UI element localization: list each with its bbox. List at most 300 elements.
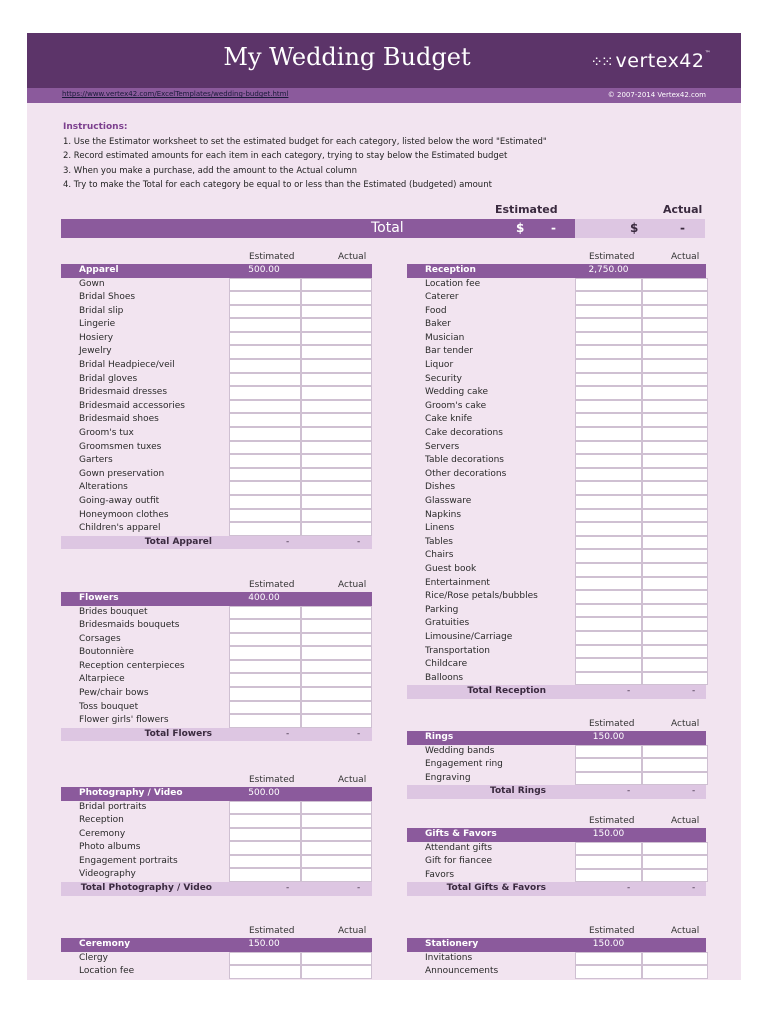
line-item-label: Toss bouquet <box>79 701 139 712</box>
copyright-text: © 2007-2014 Vertex42.com <box>607 91 706 99</box>
actual-amount-cell[interactable] <box>642 359 708 373</box>
actual-amount-cell[interactable] <box>642 758 708 772</box>
actual-amount-cell[interactable] <box>301 660 372 674</box>
line-item-label: Security <box>425 373 462 384</box>
estimated-amount-cell[interactable] <box>575 645 642 659</box>
actual-amount-cell[interactable] <box>642 318 708 332</box>
estimated-amount-cell[interactable] <box>229 318 301 332</box>
category-header <box>407 828 706 842</box>
estimated-amount-cell[interactable] <box>229 386 301 400</box>
line-item-label: Pew/chair bows <box>79 688 149 699</box>
actual-amount-cell[interactable] <box>301 441 372 455</box>
estimated-column-header: Estimated <box>249 775 295 785</box>
actual-amount-cell[interactable] <box>301 814 372 828</box>
category-total-row <box>61 536 372 550</box>
actual-amount-cell[interactable] <box>301 687 372 701</box>
line-item-label: Rice/Rose petals/bubbles <box>425 591 538 602</box>
category-total-row <box>61 728 372 742</box>
actual-amount-cell[interactable] <box>642 495 708 509</box>
estimated-amount-cell[interactable] <box>575 400 642 414</box>
line-item-label: Limousine/Carriage <box>425 631 513 642</box>
actual-column-header: Actual <box>671 719 700 729</box>
line-item-label: Table decorations <box>425 455 504 466</box>
actual-amount-cell[interactable] <box>301 606 372 620</box>
estimated-amount-cell[interactable] <box>229 687 301 701</box>
line-item-row <box>61 868 372 882</box>
category-total-estimated: - <box>627 883 631 894</box>
actual-amount-cell[interactable] <box>642 345 708 359</box>
instruction-line: 1. Use the Estimator worksheet to set the estimated budget for each category, listed below the word "Estimated" <box>63 136 547 147</box>
actual-amount-cell[interactable] <box>642 332 708 346</box>
category-total-actual: - <box>692 883 696 894</box>
actual-amount-cell[interactable] <box>301 427 372 441</box>
estimated-amount-cell[interactable] <box>575 332 642 346</box>
line-item-label: Videography <box>79 869 136 880</box>
line-item-label: Gown preservation <box>79 468 165 479</box>
category-estimated-budget[interactable]: 400.00 <box>248 593 280 603</box>
line-item-label: Groom's tux <box>79 428 134 439</box>
line-item-label: Entertainment <box>425 577 490 588</box>
estimated-amount-cell[interactable] <box>575 869 642 883</box>
estimated-amount-cell[interactable] <box>229 441 301 455</box>
estimated-amount-cell[interactable] <box>575 495 642 509</box>
line-item-label: Garters <box>79 455 113 466</box>
estimated-amount-cell[interactable] <box>575 772 642 786</box>
estimated-column-header: Estimated <box>249 926 295 936</box>
actual-amount-cell[interactable] <box>301 509 372 523</box>
actual-amount-cell[interactable] <box>642 468 708 482</box>
line-item-label: Other decorations <box>425 468 507 479</box>
category-estimated-budget[interactable]: 500.00 <box>248 265 280 275</box>
estimated-column-header: Estimated <box>589 252 635 262</box>
estimated-amount-cell[interactable] <box>575 291 642 305</box>
estimated-amount-cell[interactable] <box>229 841 301 855</box>
actual-amount-cell[interactable] <box>642 400 708 414</box>
estimated-amount-cell[interactable] <box>229 481 301 495</box>
line-item-row <box>407 563 706 577</box>
actual-amount-cell[interactable] <box>642 373 708 387</box>
actual-amount-cell[interactable] <box>301 633 372 647</box>
line-item-row <box>61 701 372 715</box>
category-total-estimated: - <box>627 686 631 697</box>
actual-column-header: Actual <box>338 252 367 262</box>
estimated-amount-cell[interactable] <box>229 427 301 441</box>
line-item-label: Bridesmaid accessories <box>79 400 185 411</box>
estimated-amount-cell[interactable] <box>229 673 301 687</box>
line-item-row <box>407 278 706 292</box>
vertex42-logo: ⁘⁙ vertex42™ <box>590 50 711 72</box>
estimated-amount-cell[interactable] <box>575 454 642 468</box>
category-estimated-budget[interactable]: 2,750.00 <box>588 265 629 275</box>
actual-column-header: Actual <box>671 816 700 826</box>
actual-amount-cell[interactable] <box>642 563 708 577</box>
line-item-row <box>407 345 706 359</box>
line-item-row <box>61 495 372 509</box>
line-item-row <box>61 332 372 346</box>
actual-amount-cell[interactable] <box>301 468 372 482</box>
estimated-amount-cell[interactable] <box>575 672 642 686</box>
actual-amount-cell[interactable] <box>301 855 372 869</box>
category-estimated-budget[interactable]: 150.00 <box>592 829 625 839</box>
line-item-row <box>407 413 706 427</box>
estimated-amount-cell[interactable] <box>575 413 642 427</box>
estimated-amount-cell[interactable] <box>575 631 642 645</box>
actual-amount-cell[interactable] <box>642 522 708 536</box>
estimated-amount-cell[interactable] <box>575 658 642 672</box>
category-estimated-budget[interactable]: 150.00 <box>592 732 625 742</box>
estimated-column-header: Estimated <box>249 252 295 262</box>
actual-amount-cell[interactable] <box>301 868 372 882</box>
actual-column-header: Actual <box>671 252 700 262</box>
instruction-line: 4. Try to make the Total for each category be equal to or less than the Estimated (budgeted) amount <box>63 180 492 190</box>
column-headers <box>407 815 706 828</box>
estimated-amount-cell[interactable] <box>229 633 301 647</box>
line-item-row <box>61 814 372 828</box>
actual-amount-cell[interactable] <box>642 772 708 786</box>
actual-amount-cell[interactable] <box>642 745 708 759</box>
instructions <box>63 120 547 193</box>
line-item-row <box>61 952 372 966</box>
section-gifts-favors <box>407 815 706 896</box>
estimated-amount-cell[interactable] <box>575 590 642 604</box>
estimated-amount-cell[interactable] <box>229 714 301 728</box>
line-item-label: Engraving <box>425 772 471 783</box>
actual-amount-cell[interactable] <box>301 673 372 687</box>
line-item-row <box>61 413 372 427</box>
actual-amount-cell[interactable] <box>301 318 372 332</box>
actual-amount-cell[interactable] <box>301 305 372 319</box>
estimated-amount-cell[interactable] <box>575 549 642 563</box>
estimated-amount-cell[interactable] <box>575 481 642 495</box>
line-item-label: Lingerie <box>79 319 116 330</box>
estimated-amount-cell[interactable] <box>575 522 642 536</box>
column-headers <box>407 251 706 264</box>
actual-amount-cell[interactable] <box>642 645 708 659</box>
actual-amount-cell[interactable] <box>642 386 708 400</box>
actual-amount-cell[interactable] <box>301 841 372 855</box>
actual-amount-cell[interactable] <box>642 481 708 495</box>
actual-amount-cell[interactable] <box>642 536 708 550</box>
line-item-label: Bar tender <box>425 346 473 357</box>
section-reception <box>407 251 706 699</box>
estimated-amount-cell[interactable] <box>229 660 301 674</box>
estimated-amount-cell[interactable] <box>229 646 301 660</box>
estimated-amount-cell[interactable] <box>575 536 642 550</box>
line-item-row <box>61 522 372 536</box>
actual-amount-cell[interactable] <box>642 305 708 319</box>
estimated-amount-cell[interactable] <box>229 400 301 414</box>
actual-amount-cell[interactable] <box>301 965 372 979</box>
category-total-actual: - <box>357 728 361 739</box>
line-item-label: Food <box>425 305 447 316</box>
line-item-row <box>407 745 706 759</box>
line-item-row <box>61 318 372 332</box>
line-item-label: Altarpiece <box>79 674 125 685</box>
actual-amount-cell[interactable] <box>642 413 708 427</box>
line-item-row <box>407 965 706 979</box>
grand-total-estimated: - <box>551 221 556 235</box>
line-item-label: Guest book <box>425 563 477 574</box>
actual-amount-cell[interactable] <box>642 549 708 563</box>
actual-amount-cell[interactable] <box>642 577 708 591</box>
line-item-label: Chairs <box>425 550 454 561</box>
line-item-row <box>407 658 706 672</box>
category-header <box>407 731 706 745</box>
estimated-amount-cell[interactable] <box>229 814 301 828</box>
category-name: Reception <box>425 265 476 275</box>
category-total-row <box>407 882 706 896</box>
estimated-column-header: Estimated <box>589 816 635 826</box>
estimated-amount-cell[interactable] <box>229 454 301 468</box>
actual-amount-cell[interactable] <box>301 386 372 400</box>
grand-total-actual: - <box>680 221 685 235</box>
line-item-label: Alterations <box>79 482 128 493</box>
line-item-label: Brides bouquet <box>79 606 148 617</box>
actual-amount-cell[interactable] <box>301 828 372 842</box>
line-item-row <box>61 400 372 414</box>
actual-amount-cell[interactable] <box>642 604 708 618</box>
category-estimated-budget[interactable]: 500.00 <box>248 788 280 798</box>
category-total-actual: - <box>357 883 361 894</box>
category-name: Photography / Video <box>79 788 183 798</box>
category-total-label: Total Rings <box>490 786 546 797</box>
line-item-row <box>61 359 372 373</box>
estimated-amount-cell[interactable] <box>575 305 642 319</box>
line-item-label: Bridal Headpiece/veil <box>79 360 175 371</box>
line-item-label: Bridal gloves <box>79 373 138 384</box>
estimated-amount-cell[interactable] <box>229 965 301 979</box>
estimated-amount-cell[interactable] <box>575 617 642 631</box>
line-item-label: Glassware <box>425 496 472 506</box>
actual-amount-cell[interactable] <box>301 481 372 495</box>
section-ceremony <box>61 925 372 979</box>
actual-amount-cell[interactable] <box>642 842 708 856</box>
line-item-row <box>407 305 706 319</box>
actual-amount-cell[interactable] <box>301 373 372 387</box>
line-item-label: Wedding bands <box>425 745 495 756</box>
actual-amount-cell[interactable] <box>301 522 372 536</box>
estimated-amount-cell[interactable] <box>229 359 301 373</box>
actual-column-header: Actual <box>338 580 367 590</box>
line-item-row <box>61 278 372 292</box>
estimated-amount-cell[interactable] <box>575 386 642 400</box>
actual-column-header: Actual <box>338 775 367 785</box>
estimated-amount-cell[interactable] <box>575 468 642 482</box>
line-item-row <box>61 305 372 319</box>
line-item-row <box>407 495 706 509</box>
actual-amount-cell[interactable] <box>642 590 708 604</box>
line-item-row <box>61 841 372 855</box>
line-item-row <box>61 633 372 647</box>
line-item-row <box>407 604 706 618</box>
line-item-row <box>61 468 372 482</box>
estimated-amount-cell[interactable] <box>229 952 301 966</box>
line-item-row <box>407 481 706 495</box>
estimated-amount-cell[interactable] <box>229 305 301 319</box>
estimated-amount-cell[interactable] <box>229 701 301 715</box>
line-item-row <box>407 291 706 305</box>
actual-amount-cell[interactable] <box>642 291 708 305</box>
category-name: Rings <box>425 732 454 742</box>
estimated-amount-cell[interactable] <box>229 606 301 620</box>
estimated-amount-cell[interactable] <box>229 619 301 633</box>
instruction-line: 2. Record estimated amounts for each item in each category, trying to stay below the Estimated budget <box>63 151 508 161</box>
actual-amount-cell[interactable] <box>642 658 708 672</box>
actual-amount-cell[interactable] <box>642 454 708 468</box>
actual-amount-cell[interactable] <box>301 332 372 346</box>
actual-amount-cell[interactable] <box>301 454 372 468</box>
actual-amount-cell[interactable] <box>642 869 708 883</box>
line-item-label: Ceremony <box>79 828 126 839</box>
estimated-amount-cell[interactable] <box>575 842 642 856</box>
line-item-label: Reception <box>79 815 124 826</box>
estimated-amount-cell[interactable] <box>575 745 642 759</box>
estimated-amount-cell[interactable] <box>229 291 301 305</box>
estimated-amount-cell[interactable] <box>575 604 642 618</box>
line-item-row <box>61 427 372 441</box>
estimated-amount-cell[interactable] <box>575 855 642 869</box>
section-rings <box>407 718 706 799</box>
line-item-row <box>407 577 706 591</box>
actual-amount-cell[interactable] <box>642 965 708 979</box>
actual-amount-cell[interactable] <box>301 701 372 715</box>
estimated-amount-cell[interactable] <box>229 332 301 346</box>
line-item-label: Transportation <box>425 645 490 656</box>
estimated-amount-cell[interactable] <box>229 509 301 523</box>
line-item-row <box>407 772 706 786</box>
template-url-link[interactable]: https://www.vertex42.com/ExcelTemplates/wedding-budget.html <box>62 90 289 98</box>
line-item-row <box>61 660 372 674</box>
line-item-label: Linens <box>425 523 455 534</box>
line-item-row <box>61 801 372 815</box>
line-item-label: Going-away outfit <box>79 496 160 506</box>
estimated-amount-cell[interactable] <box>575 965 642 979</box>
actual-amount-cell[interactable] <box>642 631 708 645</box>
summary-actual-label: Actual <box>663 203 703 216</box>
actual-amount-cell[interactable] <box>301 495 372 509</box>
estimated-amount-cell[interactable] <box>575 318 642 332</box>
actual-amount-cell[interactable] <box>301 345 372 359</box>
line-item-row <box>61 855 372 869</box>
actual-amount-cell[interactable] <box>301 714 372 728</box>
line-item-row <box>407 536 706 550</box>
actual-amount-cell[interactable] <box>301 278 372 292</box>
line-item-label: Balloons <box>425 672 464 683</box>
actual-amount-cell[interactable] <box>301 291 372 305</box>
estimated-amount-cell[interactable] <box>575 359 642 373</box>
category-total-label: Total Photography / Video <box>80 883 212 894</box>
line-item-label: Bridal slip <box>79 305 124 316</box>
actual-amount-cell[interactable] <box>642 427 708 441</box>
estimated-amount-cell[interactable] <box>229 801 301 815</box>
line-item-row <box>407 509 706 523</box>
actual-amount-cell[interactable] <box>642 617 708 631</box>
estimated-amount-cell[interactable] <box>229 868 301 882</box>
actual-amount-cell[interactable] <box>301 359 372 373</box>
actual-amount-cell[interactable] <box>301 619 372 633</box>
line-item-row <box>407 454 706 468</box>
category-name: Flowers <box>79 593 119 603</box>
currency-symbol: $ <box>630 221 639 235</box>
estimated-amount-cell[interactable] <box>229 345 301 359</box>
logo-mark-icon: ⁘⁙ <box>590 53 612 71</box>
line-item-row <box>407 373 706 387</box>
actual-amount-cell[interactable] <box>301 413 372 427</box>
line-item-row <box>61 714 372 728</box>
line-item-label: Engagement ring <box>425 759 503 770</box>
estimated-amount-cell[interactable] <box>575 427 642 441</box>
estimated-amount-cell[interactable] <box>229 278 301 292</box>
category-total-label: Total Flowers <box>144 728 212 739</box>
actual-amount-cell[interactable] <box>642 278 708 292</box>
column-headers <box>407 718 706 731</box>
category-name: Ceremony <box>79 939 131 949</box>
instruction-line: 3. When you make a purchase, add the amount to the Actual column <box>63 165 357 176</box>
estimated-amount-cell[interactable] <box>575 577 642 591</box>
estimated-amount-cell[interactable] <box>575 373 642 387</box>
line-item-label: Wedding cake <box>425 387 489 398</box>
grand-total-label: Total <box>371 220 404 236</box>
line-item-row <box>61 619 372 633</box>
grand-total-bar <box>61 219 575 238</box>
estimated-amount-cell[interactable] <box>575 563 642 577</box>
line-item-row <box>407 427 706 441</box>
actual-amount-cell[interactable] <box>301 801 372 815</box>
actual-amount-cell[interactable] <box>642 441 708 455</box>
estimated-amount-cell[interactable] <box>575 758 642 772</box>
estimated-amount-cell[interactable] <box>575 441 642 455</box>
estimated-amount-cell[interactable] <box>575 345 642 359</box>
column-headers <box>61 579 372 592</box>
line-item-row <box>407 400 706 414</box>
link-bar <box>27 88 741 103</box>
estimated-amount-cell[interactable] <box>229 522 301 536</box>
category-estimated-budget[interactable]: 150.00 <box>592 939 625 949</box>
estimated-amount-cell[interactable] <box>575 509 642 523</box>
line-item-row <box>407 631 706 645</box>
line-item-label: Announcements <box>425 966 499 977</box>
actual-amount-cell[interactable] <box>642 855 708 869</box>
estimated-amount-cell[interactable] <box>229 468 301 482</box>
line-item-label: Engagement portraits <box>79 855 178 866</box>
estimated-amount-cell[interactable] <box>229 855 301 869</box>
logo-text: vertex42 <box>615 50 705 72</box>
actual-amount-cell[interactable] <box>642 509 708 523</box>
actual-amount-cell[interactable] <box>301 952 372 966</box>
estimated-amount-cell[interactable] <box>575 278 642 292</box>
line-item-label: Invitations <box>425 952 473 963</box>
actual-amount-cell[interactable] <box>301 400 372 414</box>
line-item-row <box>407 617 706 631</box>
category-total-row <box>407 685 706 699</box>
estimated-amount-cell[interactable] <box>575 952 642 966</box>
actual-amount-cell[interactable] <box>642 672 708 686</box>
category-header <box>61 592 372 606</box>
actual-amount-cell[interactable] <box>301 646 372 660</box>
title-banner <box>27 33 741 88</box>
estimated-amount-cell[interactable] <box>229 373 301 387</box>
estimated-amount-cell[interactable] <box>229 495 301 509</box>
line-item-label: Bridesmaids bouquets <box>79 620 180 631</box>
category-total-label: Total Reception <box>467 686 546 697</box>
estimated-amount-cell[interactable] <box>229 828 301 842</box>
category-estimated-budget[interactable]: 150.00 <box>248 939 280 949</box>
estimated-amount-cell[interactable] <box>229 413 301 427</box>
actual-amount-cell[interactable] <box>642 952 708 966</box>
line-item-row <box>61 481 372 495</box>
category-total-row <box>407 785 706 799</box>
section-stationery <box>407 925 706 979</box>
